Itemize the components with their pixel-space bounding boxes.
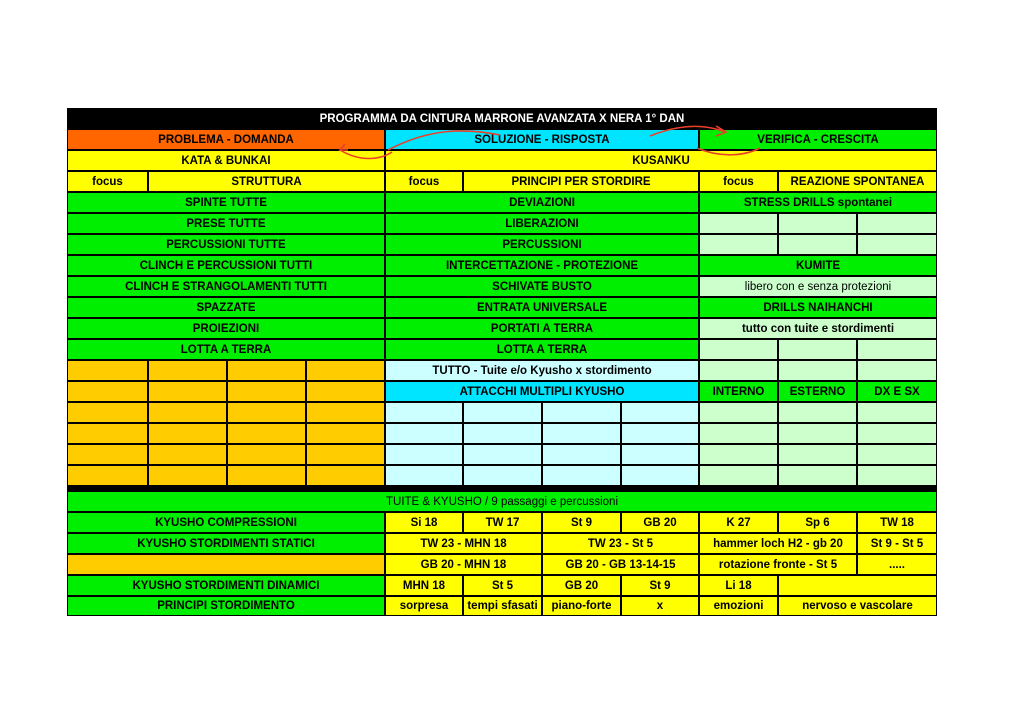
row-clinch-percussioni: CLINCH E PERCUSSIONI TUTTI xyxy=(67,255,385,276)
empty-cell xyxy=(67,423,148,444)
empty-cell xyxy=(148,423,227,444)
empty-cell xyxy=(778,402,857,423)
row-attacchi: ATTACCHI MULTIPLI KYUSHO xyxy=(385,381,699,402)
kyusho-cell: ..... xyxy=(857,554,937,575)
kyusho-cell: tempi sfasati xyxy=(463,596,542,616)
kyusho-compressioni-label: KYUSHO COMPRESSIONI xyxy=(67,512,385,533)
row-tutto-tuite: tutto con tuite e stordimenti xyxy=(699,318,937,339)
empty-cell xyxy=(227,465,306,486)
row-libero: libero con e senza protezioni xyxy=(699,276,937,297)
row-prese: PRESE TUTTE xyxy=(67,213,385,234)
empty-cell xyxy=(67,381,148,402)
row-percussioni-tutte: PERCUSSIONI TUTTE xyxy=(67,234,385,255)
empty-cell xyxy=(857,465,937,486)
empty-cell xyxy=(857,444,937,465)
kyusho-cell: St 9 - St 5 xyxy=(857,533,937,554)
empty-cell xyxy=(778,360,857,381)
kyusho-cell: St 9 xyxy=(621,575,699,596)
empty-cell xyxy=(385,444,463,465)
header-solution: SOLUZIONE - RISPOSTA xyxy=(385,129,699,150)
empty-cell xyxy=(857,339,937,360)
empty-cell xyxy=(148,465,227,486)
kyusho-cell: nervoso e vascolare xyxy=(778,596,937,616)
empty-cell xyxy=(67,554,385,575)
kyusho-cell: GB 20 xyxy=(542,575,621,596)
kyusho-cell: Si 18 xyxy=(385,512,463,533)
row-esterno: ESTERNO xyxy=(778,381,857,402)
empty-cell xyxy=(699,234,778,255)
empty-cell xyxy=(621,465,699,486)
kyusho-header: TUITE & KYUSHO / 9 passaggi e percussioni xyxy=(67,491,937,512)
kyusho-cell: x xyxy=(621,596,699,616)
kyusho-cell: TW 17 xyxy=(463,512,542,533)
row-percussioni: PERCUSSIONI xyxy=(385,234,699,255)
empty-cell xyxy=(857,234,937,255)
row-lotta-right: LOTTA A TERRA xyxy=(385,339,699,360)
row-deviazioni: DEVIAZIONI xyxy=(385,192,699,213)
empty-cell xyxy=(67,360,148,381)
row-stress-drills: STRESS DRILLS spontanei xyxy=(699,192,937,213)
empty-cell xyxy=(778,444,857,465)
row-schivate: SCHIVATE BUSTO xyxy=(385,276,699,297)
empty-cell xyxy=(67,444,148,465)
kyusho-cell: TW 18 xyxy=(857,512,937,533)
row-intercettazione: INTERCETTAZIONE - PROTEZIONE xyxy=(385,255,699,276)
empty-cell xyxy=(699,444,778,465)
empty-cell xyxy=(778,465,857,486)
empty-cell xyxy=(148,381,227,402)
empty-cell xyxy=(778,213,857,234)
empty-cell xyxy=(778,575,937,596)
kyusho-cell: hammer loch H2 - gb 20 xyxy=(699,533,857,554)
empty-cell xyxy=(306,381,385,402)
empty-cell xyxy=(385,402,463,423)
empty-cell xyxy=(621,423,699,444)
kyusho-cell: MHN 18 xyxy=(385,575,463,596)
row-clinch-strangolamenti: CLINCH E STRANGOLAMENTI TUTTI xyxy=(67,276,385,297)
empty-cell xyxy=(67,465,148,486)
kyusho-cell: TW 23 - MHN 18 xyxy=(385,533,542,554)
label-struttura: STRUTTURA xyxy=(148,171,385,192)
title-bar: PROGRAMMA DA CINTURA MARRONE AVANZATA X NERA 1° DAN xyxy=(67,108,937,129)
kyusho-cell: piano-forte xyxy=(542,596,621,616)
empty-cell xyxy=(778,234,857,255)
label-focus: focus xyxy=(67,171,148,192)
empty-cell xyxy=(306,360,385,381)
empty-cell xyxy=(306,444,385,465)
empty-cell xyxy=(778,339,857,360)
empty-cell xyxy=(463,444,542,465)
header-verification: VERIFICA - CRESCITA xyxy=(699,129,937,150)
empty-cell xyxy=(699,360,778,381)
empty-cell xyxy=(148,402,227,423)
empty-cell xyxy=(699,339,778,360)
empty-cell xyxy=(306,423,385,444)
empty-cell xyxy=(227,402,306,423)
empty-cell xyxy=(385,423,463,444)
kyusho-cell: emozioni xyxy=(699,596,778,616)
row-tutto-kyusho: TUTTO - Tuite e/o Kyusho x stordimento xyxy=(385,360,699,381)
empty-cell xyxy=(699,402,778,423)
empty-cell xyxy=(542,465,621,486)
kyusho-cell: rotazione fronte - St 5 xyxy=(699,554,857,575)
row-interno: INTERNO xyxy=(699,381,778,402)
empty-cell xyxy=(857,213,937,234)
kyusho-dinamici-label: KYUSHO STORDIMENTI DINAMICI xyxy=(67,575,385,596)
label-focus: focus xyxy=(699,171,778,192)
subheader-kusanku: KUSANKU xyxy=(385,150,937,171)
empty-cell xyxy=(463,402,542,423)
label-principi-stordire: PRINCIPI PER STORDIRE xyxy=(463,171,699,192)
row-portati: PORTATI A TERRA xyxy=(385,318,699,339)
kyusho-statici-label: KYUSHO STORDIMENTI STATICI xyxy=(67,533,385,554)
row-spinte: SPINTE TUTTE xyxy=(67,192,385,213)
kyusho-cell: Sp 6 xyxy=(778,512,857,533)
empty-cell xyxy=(463,423,542,444)
empty-cell xyxy=(463,465,542,486)
empty-cell xyxy=(542,423,621,444)
header-problem: PROBLEMA - DOMANDA xyxy=(67,129,385,150)
row-spazzate: SPAZZATE xyxy=(67,297,385,318)
separator xyxy=(67,486,937,491)
empty-cell xyxy=(857,360,937,381)
empty-cell xyxy=(699,213,778,234)
kyusho-principi-label: PRINCIPI STORDIMENTO xyxy=(67,596,385,616)
row-proiezioni: PROIEZIONI xyxy=(67,318,385,339)
empty-cell xyxy=(699,423,778,444)
empty-cell xyxy=(857,402,937,423)
empty-cell xyxy=(542,444,621,465)
empty-cell xyxy=(306,402,385,423)
empty-cell xyxy=(227,423,306,444)
kyusho-cell: GB 20 xyxy=(621,512,699,533)
empty-cell xyxy=(385,465,463,486)
empty-cell xyxy=(227,360,306,381)
kyusho-cell: GB 20 - GB 13-14-15 xyxy=(542,554,699,575)
empty-cell xyxy=(227,444,306,465)
subheader-kata: KATA & BUNKAI xyxy=(67,150,385,171)
kyusho-cell: sorpresa xyxy=(385,596,463,616)
row-lotta-left: LOTTA A TERRA xyxy=(67,339,385,360)
empty-cell xyxy=(621,444,699,465)
kyusho-cell: TW 23 - St 5 xyxy=(542,533,699,554)
kyusho-cell: Li 18 xyxy=(699,575,778,596)
kyusho-cell: St 9 xyxy=(542,512,621,533)
row-entrata: ENTRATA UNIVERSALE xyxy=(385,297,699,318)
empty-cell xyxy=(778,423,857,444)
row-liberazioni: LIBERAZIONI xyxy=(385,213,699,234)
empty-cell xyxy=(67,402,148,423)
label-reazione: REAZIONE SPONTANEA xyxy=(778,171,937,192)
empty-cell xyxy=(227,381,306,402)
kyusho-cell: St 5 xyxy=(463,575,542,596)
empty-cell xyxy=(857,423,937,444)
kyusho-cell: GB 20 - MHN 18 xyxy=(385,554,542,575)
empty-cell xyxy=(621,402,699,423)
row-drills-naihanchi: DRILLS NAIHANCHI xyxy=(699,297,937,318)
empty-cell xyxy=(148,444,227,465)
empty-cell xyxy=(306,465,385,486)
empty-cell xyxy=(699,465,778,486)
kyusho-cell: K 27 xyxy=(699,512,778,533)
row-kumite: KUMITE xyxy=(699,255,937,276)
label-focus: focus xyxy=(385,171,463,192)
row-dx-sx: DX E SX xyxy=(857,381,937,402)
empty-cell xyxy=(542,402,621,423)
empty-cell xyxy=(148,360,227,381)
